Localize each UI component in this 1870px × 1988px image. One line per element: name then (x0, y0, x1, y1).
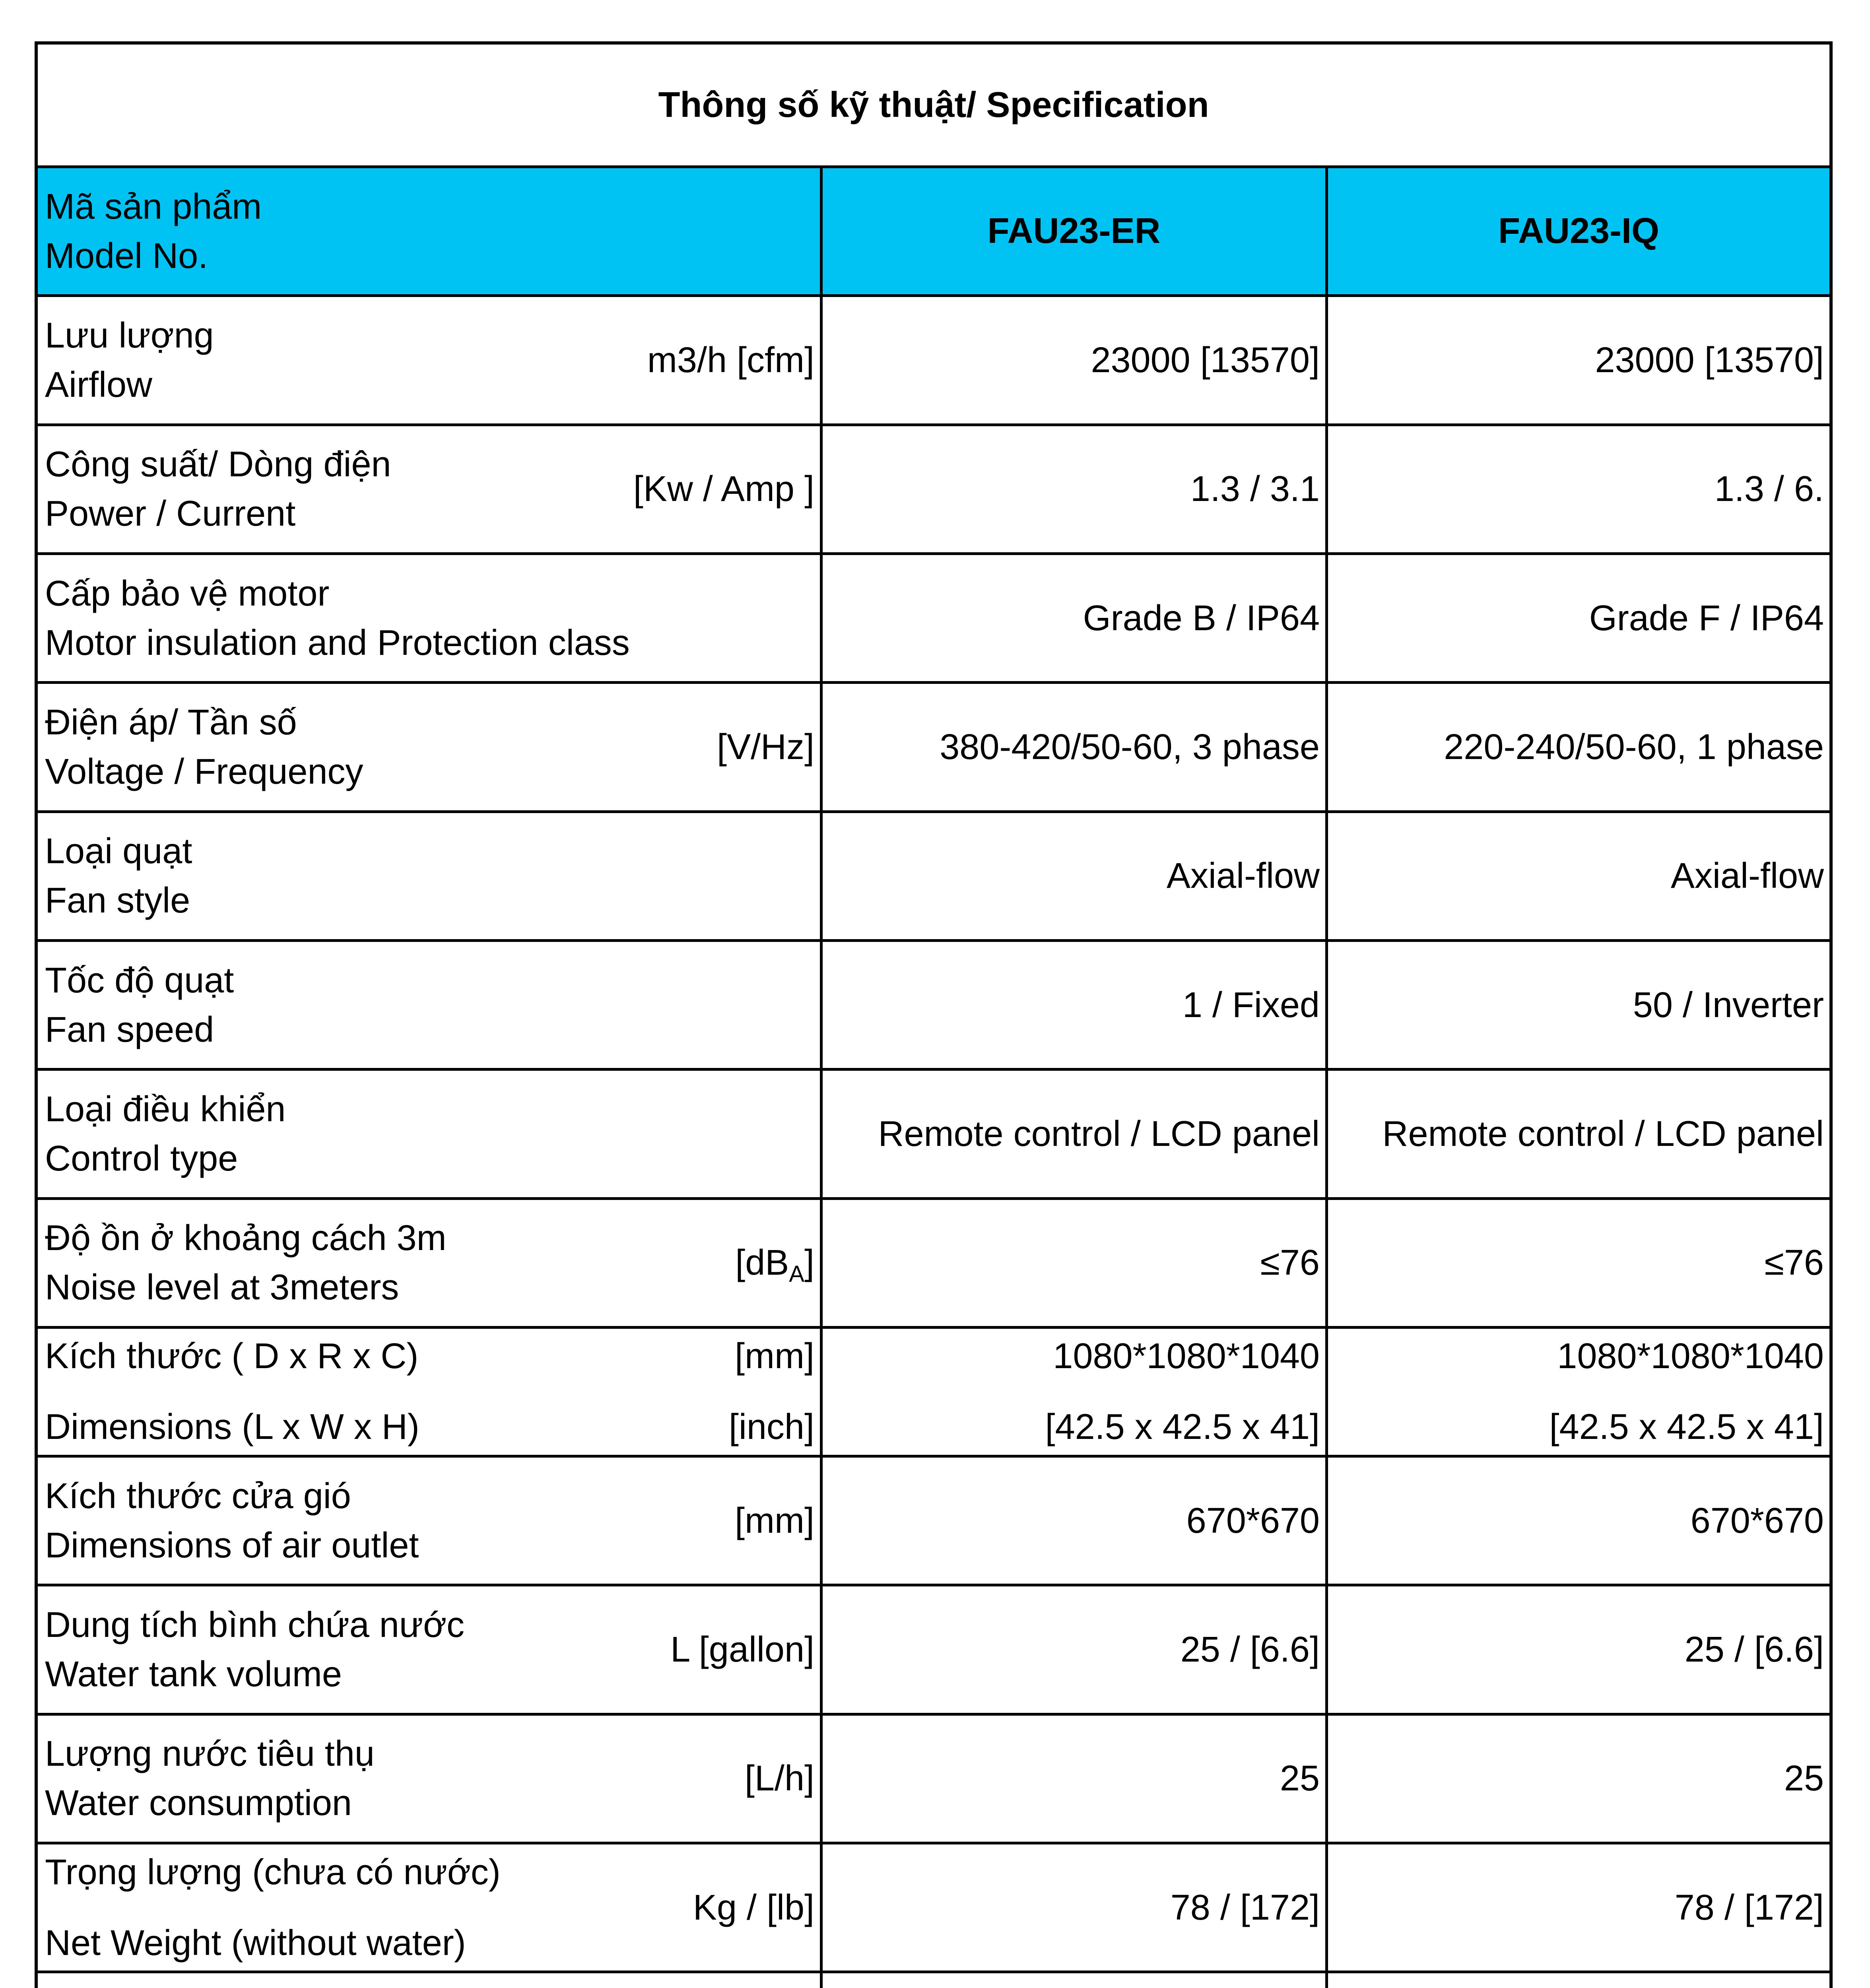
fan-speed-label-cell (38, 942, 823, 1071)
model-iq: FAU23-IQ (1328, 168, 1829, 297)
weight-unit: Kg / [lb] (693, 1887, 814, 1928)
voltage-label-cell (38, 684, 823, 813)
noise-unit-sub: A (789, 1261, 804, 1287)
model-er: FAU23-ER (823, 168, 1328, 297)
power-label-cell (38, 426, 823, 555)
consumption-label-cell (38, 1716, 823, 1844)
motor-label-vi: Cấp bảo vệ motor (45, 573, 330, 613)
airflow-label-en: Airflow (45, 365, 153, 405)
area-label-cell (38, 1973, 823, 1988)
noise-label-cell (38, 1200, 823, 1329)
control-label-cell (38, 1071, 823, 1200)
dimensions-iq (1328, 1329, 1829, 1458)
fan-style-label-vi: Loại quạt (45, 831, 192, 872)
noise-label-en: Noise level at 3meters (45, 1268, 399, 1308)
weight-label-cell (38, 1844, 823, 1973)
motor-label-cell (38, 555, 823, 684)
voltage-label-vi: Điện áp/ Tần số (45, 702, 297, 742)
motor-iq: Grade F / IP64 (1328, 555, 1829, 684)
motor-er: Grade B / IP64 (823, 555, 1328, 684)
tank-label-cell (38, 1586, 823, 1715)
motor-label-en: Motor insulation and Protection class (45, 623, 630, 663)
noise-er: ≤76 (823, 1200, 1328, 1329)
dimensions-unit-mm: [mm] (735, 1336, 814, 1376)
area-er (823, 1973, 1328, 1988)
control-iq: Remote control / LCD panel (1328, 1071, 1829, 1200)
control-label-en: Control type (45, 1138, 238, 1178)
outlet-label-en: Dimensions of air outlet (45, 1525, 419, 1565)
airflow-er: 23000 [13570] (823, 297, 1328, 426)
noise-unit-tail: ] (804, 1243, 814, 1283)
dimensions-label-vi: Kích thước ( D x R x C) (45, 1336, 419, 1376)
model-label-vi: Mã sản phẩm (45, 186, 262, 227)
weight-iq: 78 / [172] (1328, 1844, 1829, 1973)
weight-label-en: Net Weight (without water) (45, 1923, 466, 1963)
voltage-iq: 220-240/50-60, 1 phase (1328, 684, 1829, 813)
dimensions-er (823, 1329, 1328, 1458)
consumption-unit: [L/h] (744, 1759, 814, 1799)
outlet-er: 670*670 (823, 1458, 1328, 1586)
power-iq: 1.3 / 6. (1328, 426, 1829, 555)
fan-style-iq: Axial-flow (1328, 813, 1829, 942)
area-iq (1328, 1973, 1829, 1988)
outlet-label-vi: Kích thước cửa gió (45, 1476, 351, 1516)
fan-style-label-en: Fan style (45, 881, 190, 921)
noise-unit (735, 1200, 814, 1326)
outlet-unit: [mm] (735, 1501, 814, 1541)
dimensions-unit-inch: [inch] (728, 1407, 814, 1447)
dimensions-unit (729, 1329, 814, 1455)
weight-label-vi: Trọng lượng (chưa có nước) (45, 1852, 501, 1892)
dimensions-er-inch: [42.5 x 42.5 x 41] (1045, 1407, 1320, 1447)
airflow-iq: 23000 [13570] (1328, 297, 1829, 426)
model-label-cell (38, 168, 823, 297)
dimensions-iq-inch: [42.5 x 42.5 x 41] (1549, 1407, 1824, 1447)
tank-iq: 25 / [6.6] (1328, 1586, 1829, 1715)
consumption-label-vi: Lượng nước tiêu thụ (45, 1734, 375, 1774)
tank-label-vi: Dung tích bình chứa nước (45, 1605, 465, 1645)
control-er: Remote control / LCD panel (823, 1071, 1328, 1200)
consumption-iq: 25 (1328, 1716, 1829, 1844)
outlet-iq: 670*670 (1328, 1458, 1829, 1586)
specification-table (35, 41, 1833, 1988)
tank-er: 25 / [6.6] (823, 1586, 1328, 1715)
tank-unit: L [gallon] (670, 1630, 814, 1670)
fan-speed-er: 1 / Fixed (823, 942, 1328, 1071)
power-er: 1.3 / 3.1 (823, 426, 1328, 555)
noise-unit-main: [dB (735, 1243, 789, 1283)
dimensions-label-cell (38, 1329, 823, 1458)
airflow-label-cell (38, 297, 823, 426)
dimensions-er-mm: 1080*1080*1040 (1053, 1336, 1320, 1376)
model-label-en: Model No. (45, 236, 208, 276)
tank-label-en: Water tank volume (45, 1654, 342, 1695)
airflow-label-vi: Lưu lượng (45, 315, 214, 355)
control-label-vi: Loại điều khiển (45, 1089, 286, 1129)
consumption-label-en: Water consumption (45, 1783, 352, 1823)
noise-label-vi: Độ ồn ở khoảng cách 3m (45, 1218, 447, 1258)
voltage-label-en: Voltage / Frequency (45, 751, 363, 792)
weight-er: 78 / [172] (823, 1844, 1328, 1973)
voltage-unit: [V/Hz] (717, 727, 814, 767)
dimensions-iq-mm: 1080*1080*1040 (1557, 1336, 1824, 1376)
power-unit: [Kw / Amp ] (633, 469, 814, 509)
fan-speed-label-vi: Tốc độ quạt (45, 960, 234, 1000)
outlet-label-cell (38, 1458, 823, 1586)
fan-speed-label-en: Fan speed (45, 1010, 214, 1050)
airflow-unit: m3/h [cfm] (647, 340, 814, 380)
dimensions-label-en: Dimensions (L x W x H) (45, 1407, 419, 1447)
fan-style-er: Axial-flow (823, 813, 1328, 942)
voltage-er: 380-420/50-60, 3 phase (823, 684, 1328, 813)
fan-style-label-cell (38, 813, 823, 942)
consumption-er: 25 (823, 1716, 1328, 1844)
fan-speed-iq: 50 / Inverter (1328, 942, 1829, 1071)
power-label-en: Power / Current (45, 494, 296, 534)
area-unit (745, 1973, 814, 1988)
noise-iq: ≤76 (1328, 1200, 1829, 1329)
power-label-vi: Công suất/ Dòng điện (45, 445, 391, 485)
table-title: Thông số kỹ thuật/ Specification (38, 45, 1829, 168)
